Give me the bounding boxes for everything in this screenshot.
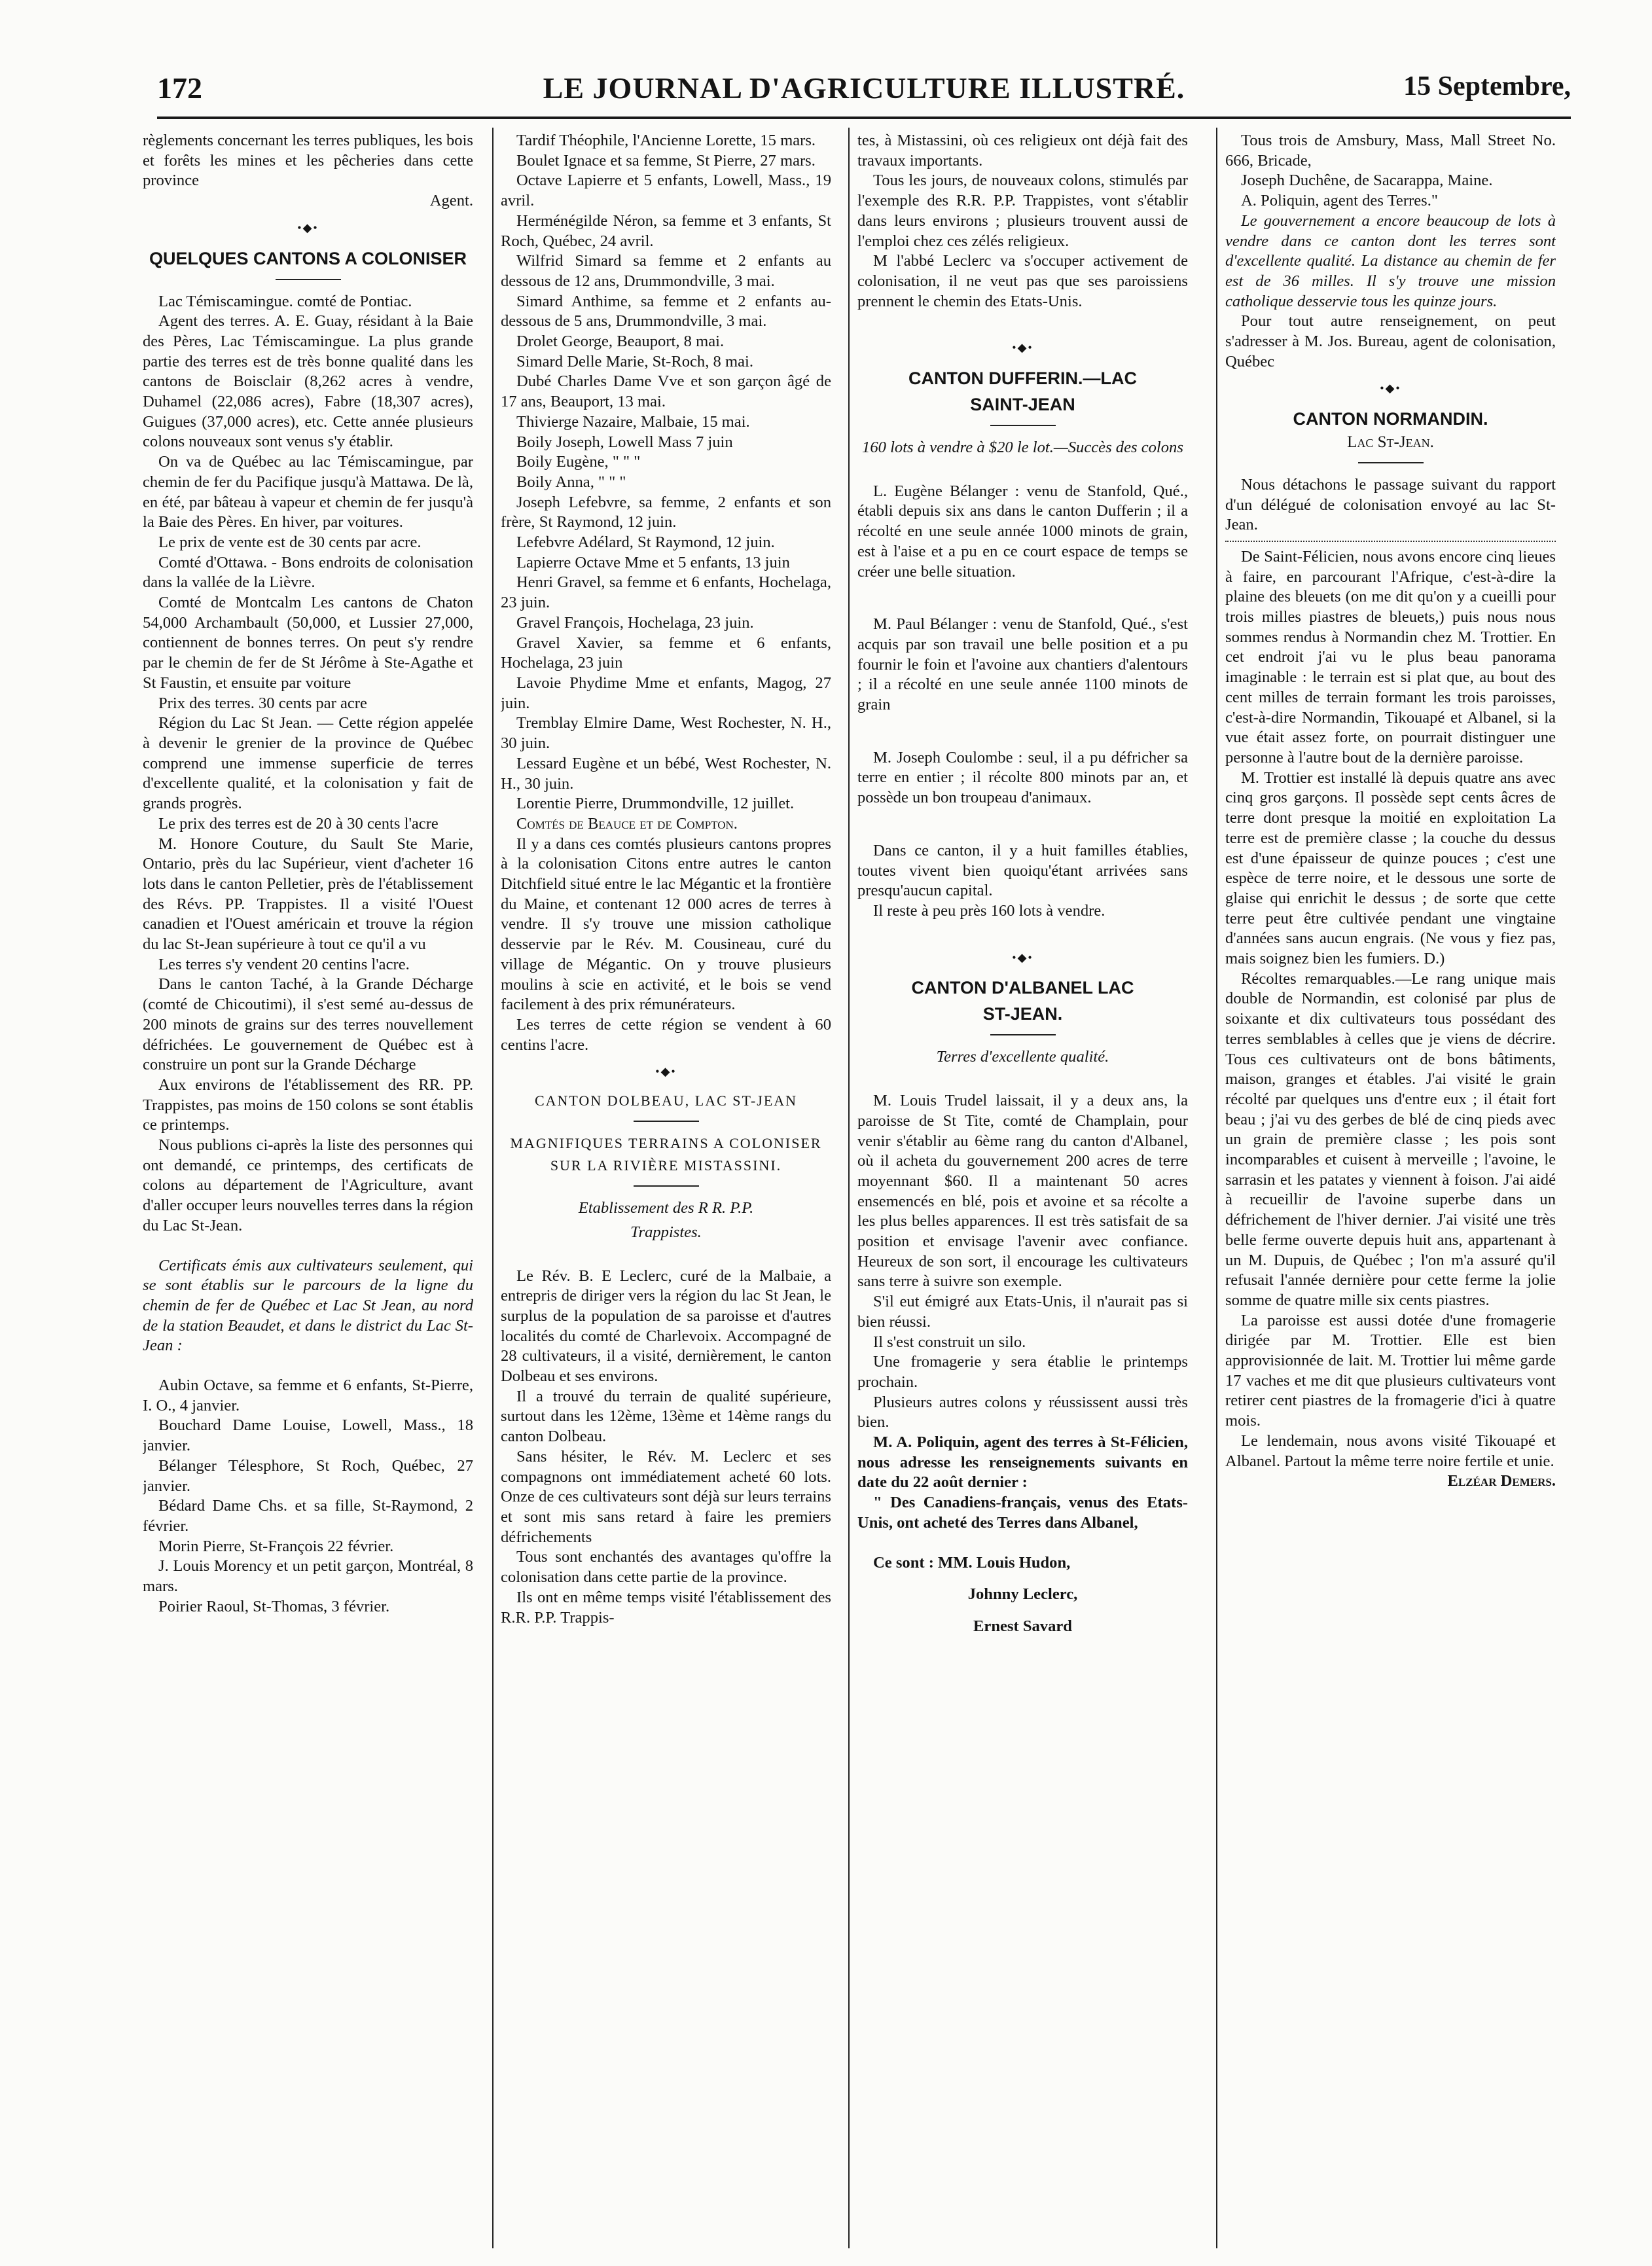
paragraph: Agent des terres. A. E. Guay, résidant à la Baie des Pères, Lac Témiscamingue. La plus grande partie des terres est de très bonne qualité dans les cantons de Boisclair (8,262 acres à vendre, Duhamel (22,086 acres), Fabre (18,307 acres), Guigues (37,000 acres), etc. Cette année plusieurs colons nouveaux sont venus s'y établir. xyxy=(143,312,473,451)
italic-heading: Terres d'excellente qualité. xyxy=(936,1048,1109,1066)
list-item: Lapierre Octave Mme et 5 enfants, 13 juin xyxy=(516,553,790,571)
list-item: Bédard Dame Chs. et sa fille, St-Raymond, 2 février. xyxy=(143,1497,473,1535)
paragraph: L. Eugène Bélanger : venu de Stanfold, Qué., établi depuis six ans dans le canton Dufferin ; il a récolté en une seule année 1000 minots de grain, est à l'aise et a pu en ce court espace de temps se créer une belle situation. xyxy=(857,482,1188,581)
section-heading: QUELQUES CANTONS A COLONISER xyxy=(149,248,467,268)
list-item: Lorentie Pierre, Drummondville, 12 juillet. xyxy=(516,795,795,813)
paragraph: Il y a dans ces comtés plusieurs cantons propres à la colonisation Citons entre autres le canton Ditchfield situé entre le lac Mégantic et la frontière du Maine, et contenant 12 000 acres de terres à vendre. Il s'y trouve une mission catholique desservie par le Rév. M. Cousineau, curé du village de Mégantic. On y trouve plusieurs moulins à scie en activité, et le bois se vend facilement à des prix rémunérateurs. xyxy=(501,835,831,1014)
section-rule xyxy=(1358,462,1424,463)
ornament: •◆• xyxy=(1380,382,1401,395)
paragraph: Nous détachons le passage suivant du rapport d'un délégué de colonisation envoyé au lac St-Jean. xyxy=(1225,475,1556,534)
paragraph: M. A. Poliquin, agent des terres à St-Félicien, nous adresse les renseignements suivants en date du 22 août dernier : xyxy=(857,1433,1188,1492)
paragraph: Il s'est construit un silo. xyxy=(873,1333,1026,1351)
paragraph: Il reste à peu près 160 lots à vendre. xyxy=(873,901,1105,920)
paragraph: Sans hésiter, le Rév. M. Leclerc et ses compagnons ont immédiatement acheté 60 lots. Onze de ces cultivateurs sont déjà sur leurs terrains et sont mis sans retard à faire les premiers défrichements xyxy=(501,1447,831,1546)
paragraph: Ce sont : MM. Louis Hudon, xyxy=(873,1553,1071,1572)
header-rule xyxy=(157,117,1571,119)
paragraph: Le prix des terres est de 20 à 30 cents l'acre xyxy=(158,814,439,833)
column-2 xyxy=(501,131,831,2245)
italic-heading: Trappistes. xyxy=(630,1223,702,1241)
column-divider xyxy=(1216,128,1217,2248)
list-item: Boily Anna, " " " xyxy=(516,473,626,491)
paragraph: Comté de Montcalm Les cantons de Chaton 54,000 Archambault (50,000, et Lussier 27,000, contiennent de bonnes terres. On peut s'y rendre par le chemin de fer de St Jérôme à Ste-Agathe et St Faustin, et ensuite par voiture xyxy=(143,594,473,692)
list-item: Gravel Xavier, sa femme et 6 enfants, Hochelaga, 23 juin xyxy=(501,634,831,672)
paragraph: Plusieurs autres colons y réussissent aussi très bien. xyxy=(857,1393,1188,1431)
paragraph: Prix des terres. 30 cents par acre xyxy=(158,694,367,712)
paragraph: Il a trouvé du terrain de qualité supérieure, surtout dans les 12ème, 13ème et 14ème rangs du canton Dolbeau. xyxy=(501,1387,831,1446)
list-item: Poirier Raoul, St-Thomas, 3 février. xyxy=(158,1597,390,1615)
paragraph: Tous les jours, de nouveaux colons, stimulés par l'exemple des R.R. P.P. Trappistes, vont s'établir dans leurs environs ; plusieurs trouvent aussi de l'emploi chez ces zélés religieux. xyxy=(857,171,1188,250)
section-rule xyxy=(634,1185,699,1187)
list-item: Herménégilde Néron, sa femme et 3 enfants, St Roch, Québec, 24 avril. xyxy=(501,211,831,250)
list-item: Joseph Lefebvre, sa femme, 2 enfants et son frère, St Raymond, 12 juin. xyxy=(501,493,831,531)
paragraph: De Saint-Félicien, nous avons encore cinq lieues à faire, en parcourant l'Afrique, c'est-à-dire la plaine des bleuets (on me dit qu'on y a cueilli pour trois milles piastres de bleuets,) puis nous nous sommes rendus à Normandin chez M. Trottier. En cet endroit j'ai vu le plus beau panorama imaginable : le terrain est si plat que, au bout des cent milles de terrain formant les trois paroisses, c'est-à-dire Normandin, Tikouapé et Albanel, si la vue était assez forte, on pourrait distinguer une personne à l'autre bout de la dernière paroisse. xyxy=(1225,547,1556,766)
list-item: Tardif Théophile, l'Ancienne Lorette, 15 mars. xyxy=(516,132,816,149)
paragraph: S'il eut émigré aux Etats-Unis, il n'aurait pas si bien réussi. xyxy=(857,1293,1188,1331)
column-4 xyxy=(1225,131,1556,2245)
paragraph: Région du Lac St Jean. — Cette région appelée à devenir le grenier de la province de Québec comprend une immense superficie de terres d'excellente qualité, et la colonisation y fait de grands progrès. xyxy=(143,714,473,813)
list-item: Thivierge Nazaire, Malbaie, 15 mai. xyxy=(516,412,750,431)
section-subheading: Lac St-Jean. xyxy=(1347,433,1434,452)
list-item: Gravel François, Hochelaga, 23 juin. xyxy=(516,613,754,632)
paragraph: La paroisse est aussi dotée d'une fromagerie dirigée par M. Trottier. Elle est bien approvisionnée de lait. M. Trottier lui même garde 17 vaches et me dit que plusieurs cultivateurs vont retirer cent piastres de la fromagerie d'ici à quatre mois. xyxy=(1225,1311,1556,1430)
paragraph: M. Honore Couture, du Sault Ste Marie, Ontario, près du lac Supérieur, vient d'acheter 16 lots dans le canton Pelletier, près de l'établissement des Révs. PP. Trappistes. Il a visité l'Ouest canadien et l'Ouest américain et trouve la région du lac St-Jean supérieure à tout ce qu'il a vu xyxy=(143,835,473,954)
column-divider xyxy=(848,128,850,2248)
ornament: •◆• xyxy=(297,221,319,234)
list-item: Aubin Octave, sa femme et 6 enfants, St-Pierre, I. O., 4 janvier. xyxy=(143,1376,473,1414)
paragraph: Comté d'Ottawa. - Bons endroits de colonisation dans la vallée de la Lièvre. xyxy=(143,553,473,592)
list-item: Dubé Charles Dame Vve et son garçon âgé de 17 ans, Beauport, 13 mai. xyxy=(501,372,831,411)
list-item: Boulet Ignace et sa femme, St Pierre, 27 mars. xyxy=(516,151,816,170)
dotted-rule xyxy=(1225,541,1556,542)
section-subheading: SUR LA RIVIÈRE MISTASSINI. xyxy=(550,1157,782,1174)
section-heading: CANTON D'ALBANEL LAC xyxy=(911,978,1134,998)
list-item: Bélanger Télesphore, St Roch, Québec, 27 janvier. xyxy=(143,1456,473,1495)
list-item: Henri Gravel, sa femme et 6 enfants, Hochelaga, 23 juin. xyxy=(501,573,831,612)
paragraph: On va de Québec au lac Témiscamingue, par chemin de fer du Pacifique jusqu'à Mattawa. De là, en été, par bâteau à vapeur et chemin de fer jusqu'à la Baie des Pères. En hiver, par voitures. xyxy=(143,453,473,531)
list-item: Simard Anthime, sa femme et 2 enfants au-dessous de 5 ans, Drummondville, 3 mai. xyxy=(501,292,831,331)
paragraph: Tous sont enchantés des avantages qu'offre la colonisation dans cette partie de la province. xyxy=(501,1548,831,1587)
paragraph: Aux environs de l'établissement des RR. PP. Trappistes, pas moins de 150 colons se sont établis ce printemps. xyxy=(143,1075,473,1134)
paragraph: Les terres de cette région se vendent à 60 centins l'acre. xyxy=(501,1015,831,1054)
paragraph: Lac Témiscamingue. comté de Pontiac. xyxy=(158,292,412,310)
list-item: Bouchard Dame Louise, Lowell, Mass., 18 janvier. xyxy=(143,1416,473,1455)
section-rule xyxy=(276,279,341,280)
paragraph: M. Joseph Coulombe : seul, il a pu défricher sa terre en entier ; il récolte 800 minots par an, et possède un bon troupeau d'animaux. xyxy=(857,748,1188,807)
page-header xyxy=(157,71,1571,111)
italic-heading: 160 lots à vendre à $20 le lot.—Succès des colons xyxy=(862,439,1183,457)
list-item: Boily Joseph, Lowell Mass 7 juin xyxy=(516,433,733,451)
column-3 xyxy=(857,131,1188,2245)
paragraph: M. Louis Trudel laissait, il y a deux ans, la paroisse de St Tite, comté de Champlain, pour venir s'établir au 6ème rang du canton d'Albanel, où il acheta du gouvernement 200 acres de terre moyennant $60. Il a maintenant 50 acres ensemencés en blé, pois et avoine et sa récolte a les plus belles apparences. Il est très satisfait de sa position et envisage l'avenir avec confiance. Heureux de son sort, il encourage les cultivateurs sans terre à suivre son exemple. xyxy=(857,1092,1188,1291)
page-number: 172 xyxy=(157,71,202,105)
section-rule xyxy=(634,1121,699,1122)
name-line: Ernest Savard xyxy=(973,1617,1072,1635)
list-item: Wilfrid Simard sa femme et 2 enfants au dessous de 12 ans, Drummondville, 3 mai. xyxy=(501,252,831,290)
paragraph: M. Trottier est installé là depuis quatre ans avec cinq gros garçons. Il possède sept cents âcres de terre dont presque la moitié en exploitation La terre est de première classe ; la couche du dessus est d'une épaisseur de quinze pouces ; c'est une espèce de terre noire, et le dessous une sorte de glaise qui enrichit le dessus ; de sorte que cette terre peut être cultivée pendant une vingtaine d'années sans aucun engrais. (Ne vous y fiez pas, mais soignez bien les fumiers. D.) xyxy=(1225,768,1556,968)
column-divider xyxy=(492,128,494,2248)
paragraph: Le prix de vente est de 30 cents par acre. xyxy=(158,533,422,551)
list-item: J. Louis Morency et un petit garçon, Montréal, 8 mars. xyxy=(143,1557,473,1596)
list-item: Simard Delle Marie, St-Roch, 8 mai. xyxy=(516,352,754,370)
paragraph: Récoltes remarquables.—Le rang unique mais double de Normandin, est colonisé par plus de soixante et dix cultivateurs tous possédant des terres semblables à celles que je viens de décrire. Tous ces cultivateurs ont de bons bâtiments, maison, granges et étables. J'ai visité le grain récolté par quelques uns d'entre eux ; il était fort beau ; j'ai vu des gerbes de blé de cinq pieds avec un grain de première classe ; les pois sont incomparables et cuisent à merveille ; l'avoine, le sarrasin et les patates y viennent à foison. J'ai aidé à recueillir de l'avoine superbe dans un défrichement de l'hiver dernier. J'ai visité une très belle ferme ouverte depuis huit ans, appartenant à un M. Dupuis, de Québec ; l'on m'a assuré qu'il refusait l'année dernière pour cette ferme la jolie somme de quatre mille six cents piastres. xyxy=(1225,969,1556,1309)
paragraph: Certificats émis aux cultivateurs seulement, qui se sont établis sur le parcours de la ligne du chemin de fer de Québec et Lac St Jean, au nord de la station Beaudet, et dans le district du Lac St-Jean : xyxy=(143,1256,473,1355)
name-line: Johnny Leclerc, xyxy=(967,1585,1078,1604)
list-item: Drolet George, Beauport, 8 mai. xyxy=(516,333,725,351)
list-item: Octave Lapierre et 5 enfants, Lowell, Mass., 19 avril. xyxy=(501,171,831,210)
ornament: •◆• xyxy=(1012,950,1033,964)
paragraph: " Des Canadiens-français, venus des Etats-Unis, ont acheté des Terres dans Albanel, xyxy=(857,1494,1188,1532)
list-item: Morin Pierre, St-François 22 février. xyxy=(158,1537,394,1555)
section-rule xyxy=(990,1034,1056,1035)
section-heading: CANTON DUFFERIN.—LAC xyxy=(908,369,1137,389)
paragraph: Le Rév. B. E Leclerc, curé de la Malbaie, a entrepris de diriger vers la région du lac St Jean, le surplus de la population de sa paroisse et d'autres localités du comté de Charlevoix. Accompagné de 28 cultivateurs, il a visité, dernièrement, le canton Dolbeau et ses environs. xyxy=(501,1267,831,1386)
paragraph: A. Poliquin, agent des Terres." xyxy=(1241,192,1438,210)
signature: Agent. xyxy=(429,192,473,210)
subsection-heading: Comtés de Beauce et de Compton. xyxy=(516,814,738,833)
section-heading: CANTON DOLBEAU, LAC ST-JEAN xyxy=(534,1092,798,1109)
section-heading: CANTON NORMANDIN. xyxy=(1293,409,1488,429)
paragraph: M l'abbé Leclerc va s'occuper activement de colonisation, il ne veut pas que ses paroissiens prennent le chemin des Etats-Unis. xyxy=(857,252,1188,310)
paragraph: Une fromagerie y sera établie le printemps prochain. xyxy=(857,1353,1188,1391)
section-subheading: MAGNIFIQUES TERRAINS A COLONISER xyxy=(510,1134,822,1151)
paragraph: Joseph Duchêne, de Sacarappa, Maine. xyxy=(1241,171,1493,190)
section-heading: ST-JEAN. xyxy=(982,1004,1063,1024)
ornament: •◆• xyxy=(655,1065,677,1079)
paragraph: Nous publions ci-après la liste des personnes qui ont demandé, ce printemps, des certificats de colons au département de l'Agriculture, avant d'aller occuper leurs nouvelles terres dans la région du Lac St-Jean. xyxy=(143,1136,473,1234)
list-item: Boily Eugène, " " " xyxy=(516,453,641,471)
section-heading: SAINT-JEAN xyxy=(970,395,1075,415)
paragraph: Les terres s'y vendent 20 centins l'acre. xyxy=(158,955,410,973)
section-rule xyxy=(990,425,1056,426)
paragraph: tes, à Mistassini, où ces religieux ont déjà fait des travaux importants. xyxy=(857,132,1188,170)
list-item: Tremblay Elmire Dame, West Rochester, N. H., 30 juin. xyxy=(501,714,831,753)
signature: Elzéar Demers. xyxy=(1447,1472,1556,1490)
list-item: Lefebvre Adélard, St Raymond, 12 juin. xyxy=(516,533,775,552)
paragraph: Tous trois de Amsbury, Mass, Mall Street No. 666, Bricade, xyxy=(1225,132,1556,170)
paragraph: M. Paul Bélanger : venu de Stanfold, Qué., s'est acquis par son travail une belle position et a pu fournir le foin et l'avoine aux chantiers d'alentours ; il a récolté en une seule année 1100 minots de grain xyxy=(857,615,1188,714)
paragraph: règlements concernant les terres publiques, les bois et forêts les mines et les pêcheries dans cette province xyxy=(143,132,473,190)
column-1 xyxy=(143,131,473,2245)
paragraph: Dans le canton Taché, à la Grande Décharge (comté de Chicoutimi), il s'est semé au-dessus de 200 minots de grains sur des terres nouvellement défrichées. Le gouvernement de Québec est à construire un pont sur la Grande Décharge xyxy=(143,975,473,1074)
paragraph: Dans ce canton, il y a huit familles établies, toutes vivent bien quoiqu'étant arrivées sans presqu'aucun capital. xyxy=(857,841,1188,900)
paragraph: Pour tout autre renseignement, on peut s'adresser à M. Jos. Bureau, agent de colonisation, Québec xyxy=(1225,312,1556,370)
italic-heading: Etablissement des R R. P.P. xyxy=(578,1199,754,1217)
paragraph: Ils ont en même temps visité l'établissement des R.R. P.P. Trappis- xyxy=(501,1588,831,1627)
paragraph: Le gouvernement a encore beaucoup de lots à vendre dans ce canton dont les terres sont d'excellente qualité. La distance au chemin de fer est de 36 milles. Il s'y trouve une mission catholique desservie tous les quinze jours. xyxy=(1225,211,1556,310)
list-item: Lessard Eugène et un bébé, West Rochester, N. H., 30 juin. xyxy=(501,754,831,793)
journal-title: LE JOURNAL D'AGRICULTURE ILLUSTRÉ. xyxy=(543,71,1185,105)
issue-date: 15 Septembre, xyxy=(1403,71,1571,101)
ornament: •◆• xyxy=(1012,341,1033,355)
paragraph: Le lendemain, nous avons visité Tikouapé et Albanel. Partout la même terre noire fertile et unie. xyxy=(1225,1431,1556,1470)
list-item: Lavoie Phydime Mme et enfants, Magog, 27 juin. xyxy=(501,674,831,712)
